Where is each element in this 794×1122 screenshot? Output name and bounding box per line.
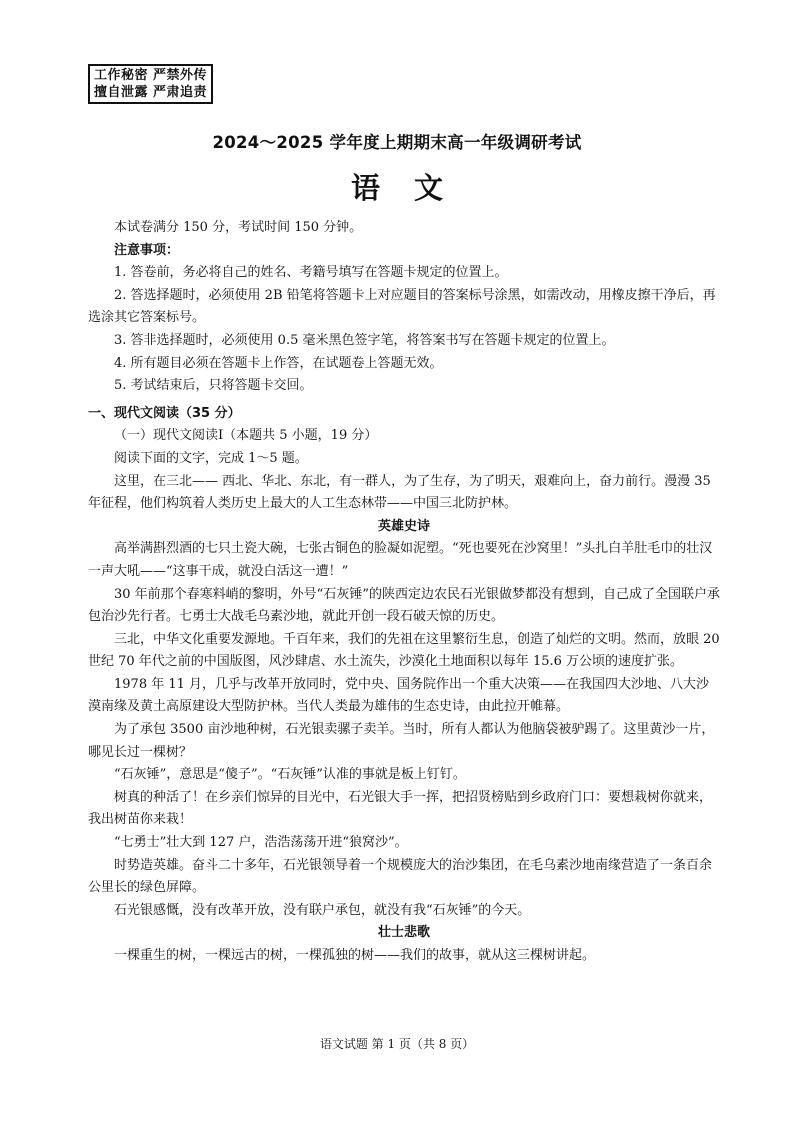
intro-text: 本试卷满分 150 分，考试时间 150 分钟。 <box>114 220 363 235</box>
section-heading: 一、现代文阅读（35 分） <box>88 405 241 421</box>
article-subheading: 壮士悲歌 <box>377 925 430 941</box>
article-paragraph: 石光银感慨，没有改革开放，没有联户承包，就没有我“石灰锤”的今天。 <box>114 902 531 918</box>
notice-item: 4. 所有题目必须在答题卡上作答，在试题卷上答题无效。 <box>114 355 443 371</box>
article-paragraph: 时势造英雄。奋斗二十多年，石光银领导着一个规模庞大的治沙集团，在毛乌素沙地南缘营造了一条百余公里长的绿色屏障。 <box>88 857 713 896</box>
article-paragraph: 一棵重生的树，一棵远古的树，一棵孤独的树——我们的故事，就从这三棵树讲起。 <box>114 948 596 963</box>
article-paragraph: 三北，中华文化重要发源地。千百年来，我们的先祖在这里繁衍生息，创造了灿烂的文明。然而，放眼 20 世纪 70 年代之前的中国版图，风沙肆虐、水土流失，沙漠化土地面积以每年 15.6 万公顷的速度扩张。 <box>88 631 720 670</box>
stamp-line-2: 擅自泄露 严肃追责 <box>94 85 208 100</box>
sub-section-heading: （一）现代文阅读Ⅰ（本题共 5 小题，19 分） <box>114 428 378 444</box>
article-paragraph: 30 年前那个春寒料峭的黎明，外号“石灰锤”的陕西定边农民石光银做梦都没有想到，自己成了全国联户承包治沙先行者。七勇士大战毛乌素沙地，就此开创一段石破天惊的历史。 <box>88 586 720 625</box>
article-paragraph: 这里，在三北—— 西北、华北、东北，有一群人，为了生存，为了明天，艰难向上，奋力前行。漫漫 35 年征程，他们构筑着人类历史上最大的人工生态林带——中国三北防护林。 <box>88 473 711 512</box>
reading-instruction: 阅读下面的文字，完成 1～5 题。 <box>114 450 308 466</box>
page-footer: 语文试题 第 1 页（共 8 页） <box>319 1037 475 1051</box>
article-paragraph: “石灰锤”，意思是“傻子”。“石灰锤”认准的事就是板上钉钉。 <box>114 767 466 783</box>
notice-heading: 注意事项： <box>114 242 180 258</box>
article-paragraph: 1978 年 11 月，几乎与改革开放同时，党中央、国务院作出一个重大决策——在我国四大沙地、八大沙漠南缘及黄土高原建设大型防护林。当代人类最为雄伟的生态史诗，由此拉开帷幕。 <box>88 676 710 715</box>
confidential-stamp <box>88 64 213 104</box>
article-paragraph: “七勇士”壮大到 127 户，浩浩荡荡开进“狼窝沙”。 <box>114 835 408 851</box>
article-paragraph: 高举满斟烈酒的七只土瓷大碗，七张古铜色的脸凝如泥塑。“死也要死在沙窝里！”头扎白羊肚毛巾的壮汉一声大吼——“这事干成，就没白活这一遭！” <box>88 541 713 579</box>
article-paragraph: 为了承包 3500 亩沙地种树，石光银卖骡子卖羊。当时，所有人都认为他脑袋被驴踢了。这里黄沙一片，哪见长过一棵树？ <box>88 722 715 760</box>
notice-item: 1. 答卷前，务必将自己的姓名、考籍号填写在答题卡规定的位置上。 <box>114 265 508 281</box>
subject-title: 语文 <box>350 171 477 205</box>
notice-item: 2. 答选择题时，必须使用 2B 铅笔将答题卡上对应题目的答案标号涂黑，如需改动，用橡皮擦干净后，再选涂其它答案标号。 <box>88 287 716 326</box>
notice-item: 3. 答非选择题时，必须使用 0.5 毫米黑色签字笔，将答案书写在答题卡规定的位置上。 <box>114 332 615 348</box>
notice-item: 5. 考试结束后，只将答题卡交回。 <box>114 378 313 394</box>
stamp-line-1: 工作秘密 严禁外传 <box>94 68 208 83</box>
exam-title: 2024～2025 学年度上期期末高一年级调研考试 <box>212 133 582 152</box>
article-subheading: 英雄史诗 <box>377 518 430 534</box>
article-paragraph: 树真的种活了！在乡亲们惊异的目光中，石光银大手一挥，把招贤榜贴到乡政府门口：要想栽树你就来，我出树苗你来栽！ <box>88 789 713 828</box>
exam-content <box>88 217 720 968</box>
